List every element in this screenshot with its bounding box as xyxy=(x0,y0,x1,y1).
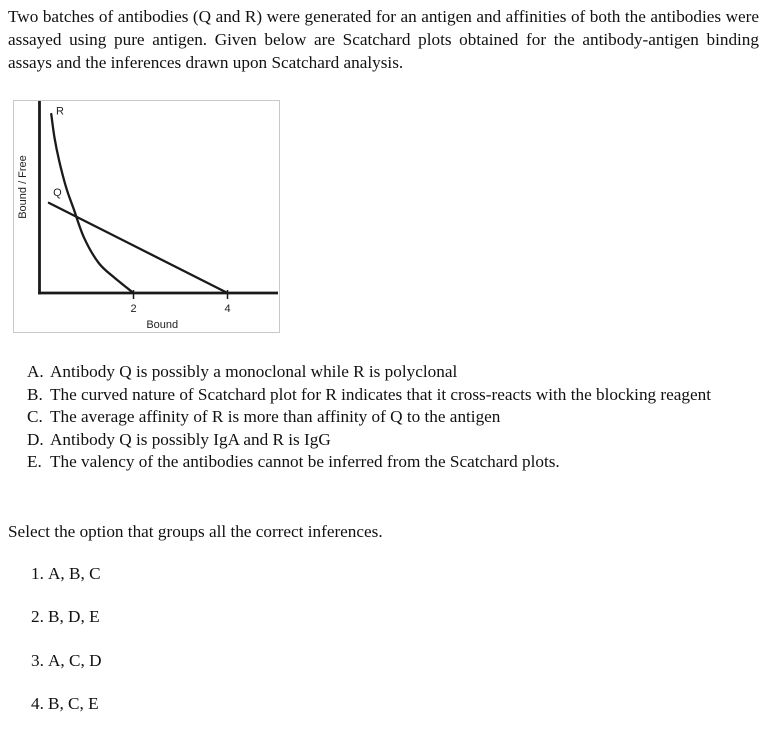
answer-option-list xyxy=(31,563,101,736)
answer-option-number: 3. xyxy=(31,650,44,670)
answer-option-2[interactable] xyxy=(31,606,101,628)
inference-item-B xyxy=(27,384,761,407)
inference-label: E. xyxy=(27,452,42,472)
answer-option-number: 4. xyxy=(31,693,44,713)
answer-option-number: 2. xyxy=(31,607,44,627)
scatchard-plot-svg xyxy=(14,101,279,332)
answer-option-3[interactable] xyxy=(31,650,101,672)
answer-option-text: B, C, E xyxy=(48,693,99,713)
y-axis-title: Bound / Free xyxy=(17,155,29,219)
series-Q-line xyxy=(49,203,228,293)
inference-item-E xyxy=(27,451,761,474)
inference-label: A. xyxy=(27,362,44,381)
inference-label: C. xyxy=(27,407,43,427)
inference-item-A xyxy=(27,361,761,384)
question-prompt: Select the option that groups all the correct inferences. xyxy=(8,522,383,541)
inference-text: Antibody Q is possibly a monoclonal while R is polyclonal xyxy=(50,362,458,381)
series-R-label: R xyxy=(55,105,64,118)
inference-text: The average affinity of R is more than affinity of Q to the antigen xyxy=(50,407,501,427)
answer-option-text: A, B, C xyxy=(48,564,101,583)
answer-option-text: A, C, D xyxy=(48,650,102,670)
inference-text: The valency of the antibodies cannot be inferred from the Scatchard plots. xyxy=(50,452,560,472)
inference-text: Antibody Q is possibly IgA and R is IgG xyxy=(50,429,331,449)
question-intro: Two batches of antibodies (Q and R) were generated for an antigen and affinities of both the antibodies were assayed using pure antigen. Given below are Scatchard plots obtained for the antibody-antigen binding assays and the inferences drawn upon Scatchard analysis. xyxy=(8,7,759,72)
scatchard-plot-figure xyxy=(13,100,280,333)
answer-option-4[interactable] xyxy=(31,693,101,715)
inference-item-D xyxy=(27,429,761,452)
x-tick-label-2: 2 xyxy=(130,303,137,315)
inference-item-C xyxy=(27,406,761,429)
inference-text: The curved nature of Scatchard plot for R indicates that it cross-reacts with the blocking reagent xyxy=(50,384,712,404)
inference-list xyxy=(27,361,761,474)
series-R-line xyxy=(51,114,133,293)
inference-label: B. xyxy=(27,384,43,404)
answer-option-number: 1. xyxy=(31,564,44,583)
x-axis-title: Bound xyxy=(146,319,179,331)
x-tick-label-4: 4 xyxy=(224,303,231,315)
inference-label: D. xyxy=(27,429,44,449)
answer-option-1[interactable] xyxy=(31,563,101,585)
answer-option-text: B, D, E xyxy=(48,607,100,627)
series-Q-label: Q xyxy=(53,186,62,199)
